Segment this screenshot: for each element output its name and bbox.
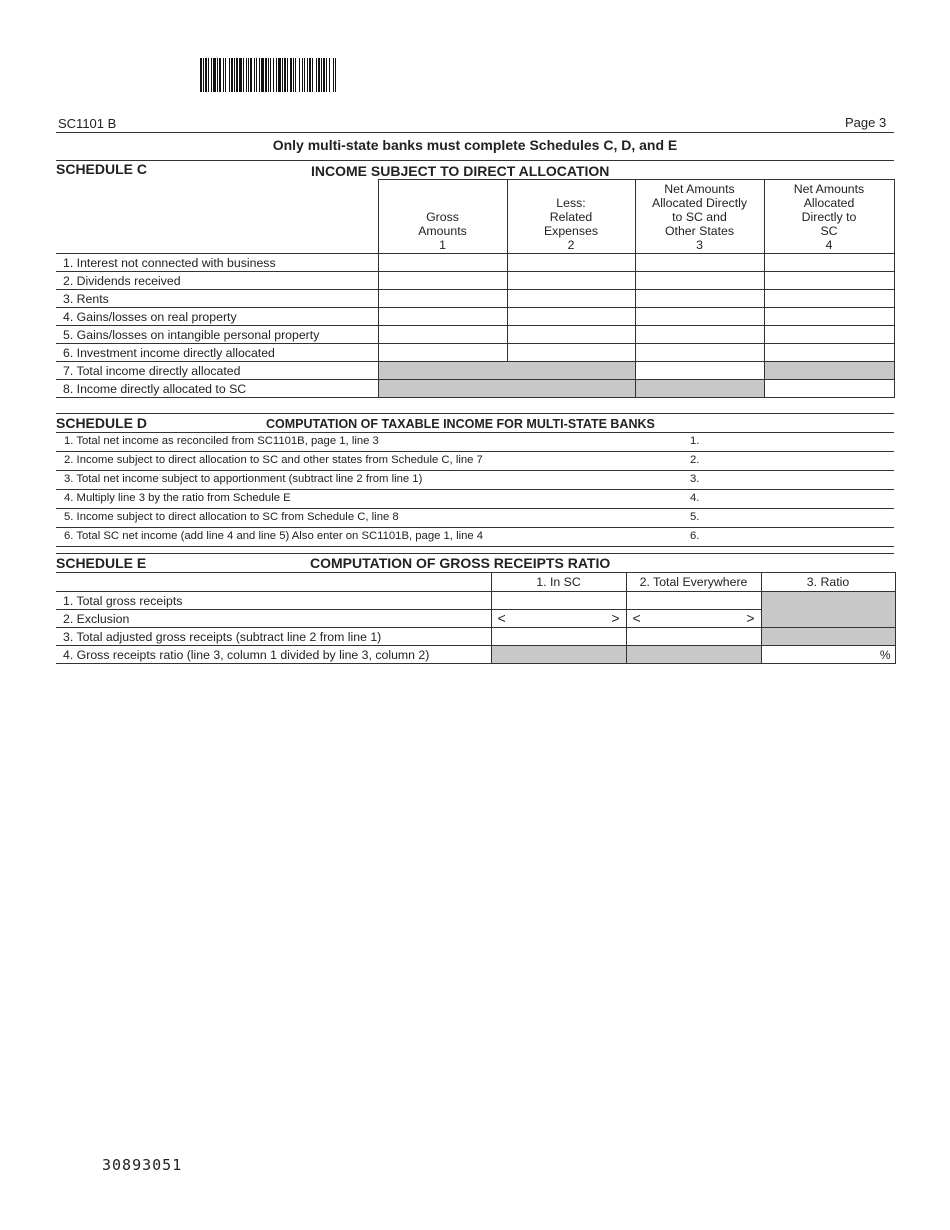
notice: Only multi-state banks must complete Schedules C, D, and E [272,137,678,153]
line-label: 1. Total net income as reconciled from SC1101B, page 1, line 3 [64,435,379,447]
amount-field[interactable] [635,326,764,344]
schedule-e-label: SCHEDULE E [56,555,147,571]
schedule-d-row [56,508,894,528]
line-number: 1. [690,435,700,447]
amount-field[interactable] [635,308,764,326]
line-label: 1. Interest not connected with business [56,254,378,272]
divider [56,132,894,133]
amount-field[interactable] [378,326,507,344]
form-id: SC1101 B [58,116,117,131]
line-label: 5. Gains/losses on intangible personal property [56,326,378,344]
schedule-d-row [56,470,894,490]
divider [56,553,894,554]
column-header: 2. Total Everywhere [626,573,761,592]
line-label: 4. Gross receipts ratio (line 3, column 1 divided by line 3, column 2) [56,646,491,664]
line-label: 7. Total income directly allocated [56,362,378,380]
schedule-e-table [56,572,896,664]
amount-field[interactable] [378,344,507,362]
amount-field[interactable] [378,254,507,272]
line-label: 2. Exclusion [56,610,491,628]
amount-field[interactable] [491,592,626,610]
column-header: Less: Related Expenses 2 [507,180,635,254]
amount-field[interactable] [378,272,507,290]
line-label: 6. Investment income directly allocated [56,344,378,362]
amount-field[interactable] [378,290,507,308]
amount-field[interactable]: < > [491,610,626,628]
schedule-e-title: COMPUTATION OF GROSS RECEIPTS RATIO [310,555,611,571]
column-header: 3. Ratio [761,573,895,592]
column-header: Net Amounts Allocated Directly to SC and Other States 3 [635,180,764,254]
amount-field[interactable] [764,308,894,326]
shaded-cell [626,646,761,664]
shaded-cell [491,646,626,664]
amount-field[interactable] [635,272,764,290]
schedule-d-row [56,451,894,471]
amount-field[interactable] [507,326,635,344]
amount-field[interactable] [507,290,635,308]
line-label: 3. Total net income subject to apportionment (subtract line 2 from line 1) [64,473,423,485]
line-number: 4. [690,492,700,504]
column-header: 1. In SC [491,573,626,592]
amount-field[interactable] [764,254,894,272]
amount-field[interactable] [491,628,626,646]
shaded-cell [378,362,635,380]
line-number: 3. [690,473,700,485]
amount-field[interactable] [764,380,894,398]
shaded-cell [761,592,895,628]
amount-field[interactable] [764,326,894,344]
schedule-d-row [56,527,894,547]
shaded-cell [378,380,635,398]
line-number: 2. [690,454,700,466]
line-label: 8. Income directly allocated to SC [56,380,378,398]
amount-field[interactable] [507,254,635,272]
schedule-d-row [56,432,894,452]
line-number: 6. [690,530,700,542]
line-label: 6. Total SC net income (add line 4 and line 5) Also enter on SC1101B, page 1, line 4 [64,530,484,542]
header-spacer [56,573,491,592]
line-label: 3. Total adjusted gross receipts (subtract line 2 from line 1) [56,628,491,646]
line-label: 2. Income subject to direct allocation to SC and other states from Schedule C, line 7 [64,454,483,466]
line-label: 3. Rents [56,290,378,308]
amount-field[interactable] [764,344,894,362]
ratio-field[interactable]: % [761,646,895,664]
amount-field[interactable] [635,362,764,380]
amount-field[interactable] [507,308,635,326]
amount-field[interactable] [635,290,764,308]
amount-field[interactable] [507,272,635,290]
page-number: Page 3 [845,115,887,130]
amount-field[interactable] [764,272,894,290]
schedule-c-table [56,179,895,398]
amount-field[interactable]: < > [626,610,761,628]
amount-field[interactable] [635,344,764,362]
column-header: Gross Amounts 1 [378,180,507,254]
divider [56,413,894,414]
schedule-c-title: INCOME SUBJECT TO DIRECT ALLOCATION [311,163,610,179]
line-label: 4. Gains/losses on real property [56,308,378,326]
divider [56,160,894,161]
line-label: 5. Income subject to direct allocation to SC from Schedule C, line 8 [64,511,399,523]
line-label: 4. Multiply line 3 by the ratio from Schedule E [64,492,291,504]
form-code: 30893051 [102,1156,183,1174]
amount-field[interactable] [507,344,635,362]
line-label: 1. Total gross receipts [56,592,491,610]
shaded-cell [761,628,895,646]
amount-field[interactable] [626,592,761,610]
line-number: 5. [690,511,700,523]
shaded-cell [635,380,764,398]
shaded-cell [764,362,894,380]
schedule-c-label: SCHEDULE C [56,161,148,177]
barcode [200,58,470,92]
header-spacer [56,180,378,254]
column-header: Net Amounts Allocated Directly to SC 4 [764,180,894,254]
schedule-d-label: SCHEDULE D [56,415,148,431]
amount-field[interactable] [626,628,761,646]
amount-field[interactable] [764,290,894,308]
amount-field[interactable] [635,254,764,272]
amount-field[interactable] [378,308,507,326]
schedule-d-row [56,489,894,509]
line-label: 2. Dividends received [56,272,378,290]
schedule-d-title: COMPUTATION OF TAXABLE INCOME FOR MULTI-STATE BANKS [266,417,655,431]
